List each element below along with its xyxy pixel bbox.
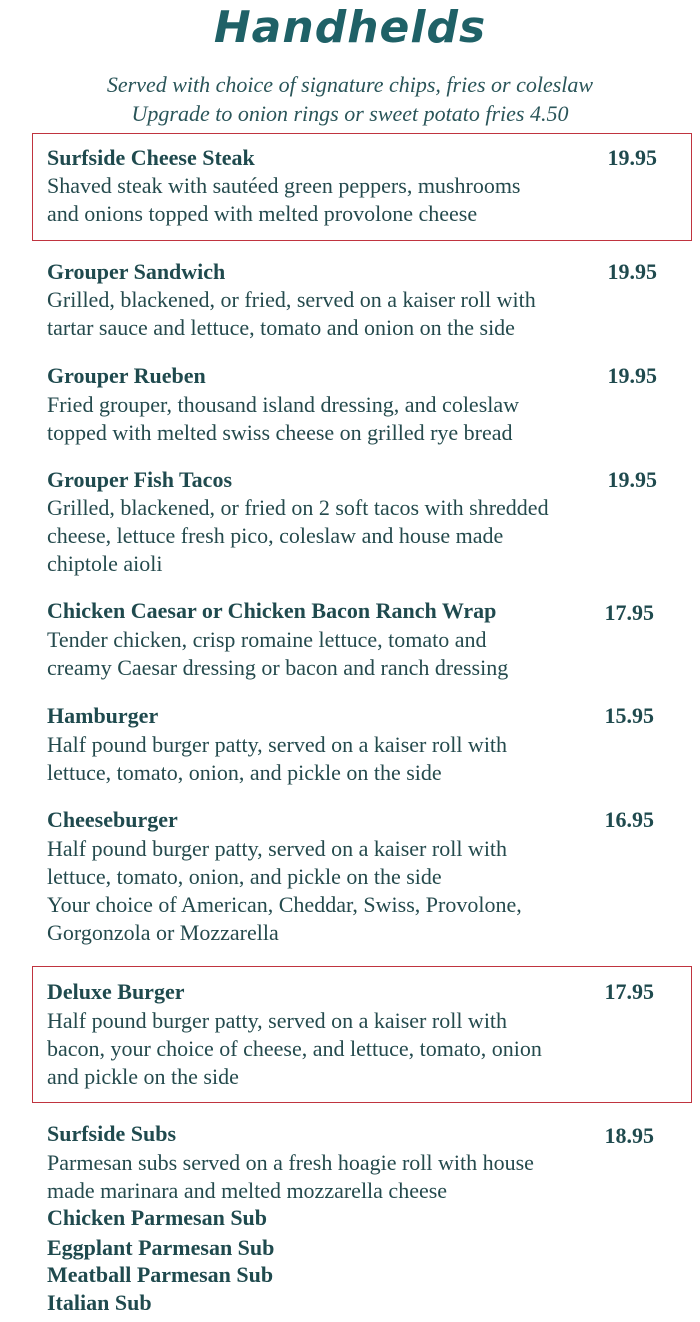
item-name: Hamburger (47, 703, 159, 728)
menu-item (47, 807, 653, 952)
menu-item (47, 703, 653, 793)
item-description: Grilled, blackened, or fried, served on a kaiser roll with tartar sauce and lettuce, tomato and onion on the side (47, 287, 536, 340)
menu-item (47, 979, 653, 1094)
item-name: Deluxe Burger (47, 979, 185, 1004)
sub-option: Eggplant Parmesan Sub (47, 1235, 275, 1260)
item-price: 18.95 (604, 1123, 654, 1148)
section-subtitle-sides: Served with choice of signature chips, fries or coleslaw (106, 72, 594, 97)
sub-option: Italian Sub (47, 1290, 152, 1315)
item-price: 19.95 (607, 145, 657, 170)
item-name: Grouper Rueben (47, 363, 206, 388)
item-name: Surfside Subs (47, 1121, 177, 1146)
item-description: Half pound burger patty, served on a kaiser roll with lettuce, tomato, onion, and pickle on the side Your choice of American, Cheddar, Swiss, Provolone, Gorgonzola or Mozzarella (47, 836, 522, 945)
item-name: Surfside Cheese Steak (47, 145, 255, 170)
item-name: Cheeseburger (47, 807, 178, 832)
item-description: Fried grouper, thousand island dressing, and coleslaw topped with melted swiss cheese on grilled rye bread (47, 392, 520, 445)
menu-item (47, 363, 657, 453)
menu-item (47, 145, 657, 235)
item-name: Grouper Fish Tacos (47, 467, 233, 492)
item-price: 15.95 (604, 703, 654, 728)
section-title: Handhelds (213, 2, 487, 53)
item-description: Grilled, blackened, or fried on 2 soft tacos with shredded cheese, lettuce fresh pico, coleslaw and house made chiptole aioli (47, 495, 549, 576)
item-description: Half pound burger patty, served on a kaiser roll with lettuce, tomato, onion, and pickle on the side (47, 732, 508, 785)
item-price: 19.95 (607, 259, 657, 284)
item-price: 19.95 (607, 363, 657, 388)
section-subtitle-upgrade: Upgrade to onion rings or sweet potato fries 4.50 (131, 101, 569, 126)
menu-item (47, 598, 653, 688)
menu-item (47, 259, 657, 349)
sub-option: Meatball Parmesan Sub (47, 1262, 274, 1287)
item-description: Parmesan subs served on a fresh hoagie roll with house made marinara and melted mozzarella cheese (47, 1150, 534, 1203)
item-name: Chicken Caesar or Chicken Bacon Ranch Wrap (47, 598, 497, 623)
item-description: Half pound burger patty, served on a kaiser roll with bacon, your choice of cheese, and lettuce, tomato, onion and pickle on the side (47, 1008, 542, 1089)
item-price: 17.95 (604, 979, 654, 1004)
menu-item (47, 467, 657, 587)
item-price: 19.95 (607, 467, 657, 492)
sub-option: Chicken Parmesan Sub (47, 1205, 268, 1230)
item-description: Tender chicken, crisp romaine lettuce, tomato and creamy Caesar dressing or bacon and ranch dressing (47, 627, 509, 680)
item-price: 16.95 (604, 807, 654, 832)
item-name: Grouper Sandwich (47, 259, 226, 284)
menu-item (47, 1121, 653, 1211)
item-description: Shaved steak with sautéed green peppers, mushrooms and onions topped with melted provolone cheese (47, 173, 521, 226)
item-price: 17.95 (604, 600, 654, 625)
